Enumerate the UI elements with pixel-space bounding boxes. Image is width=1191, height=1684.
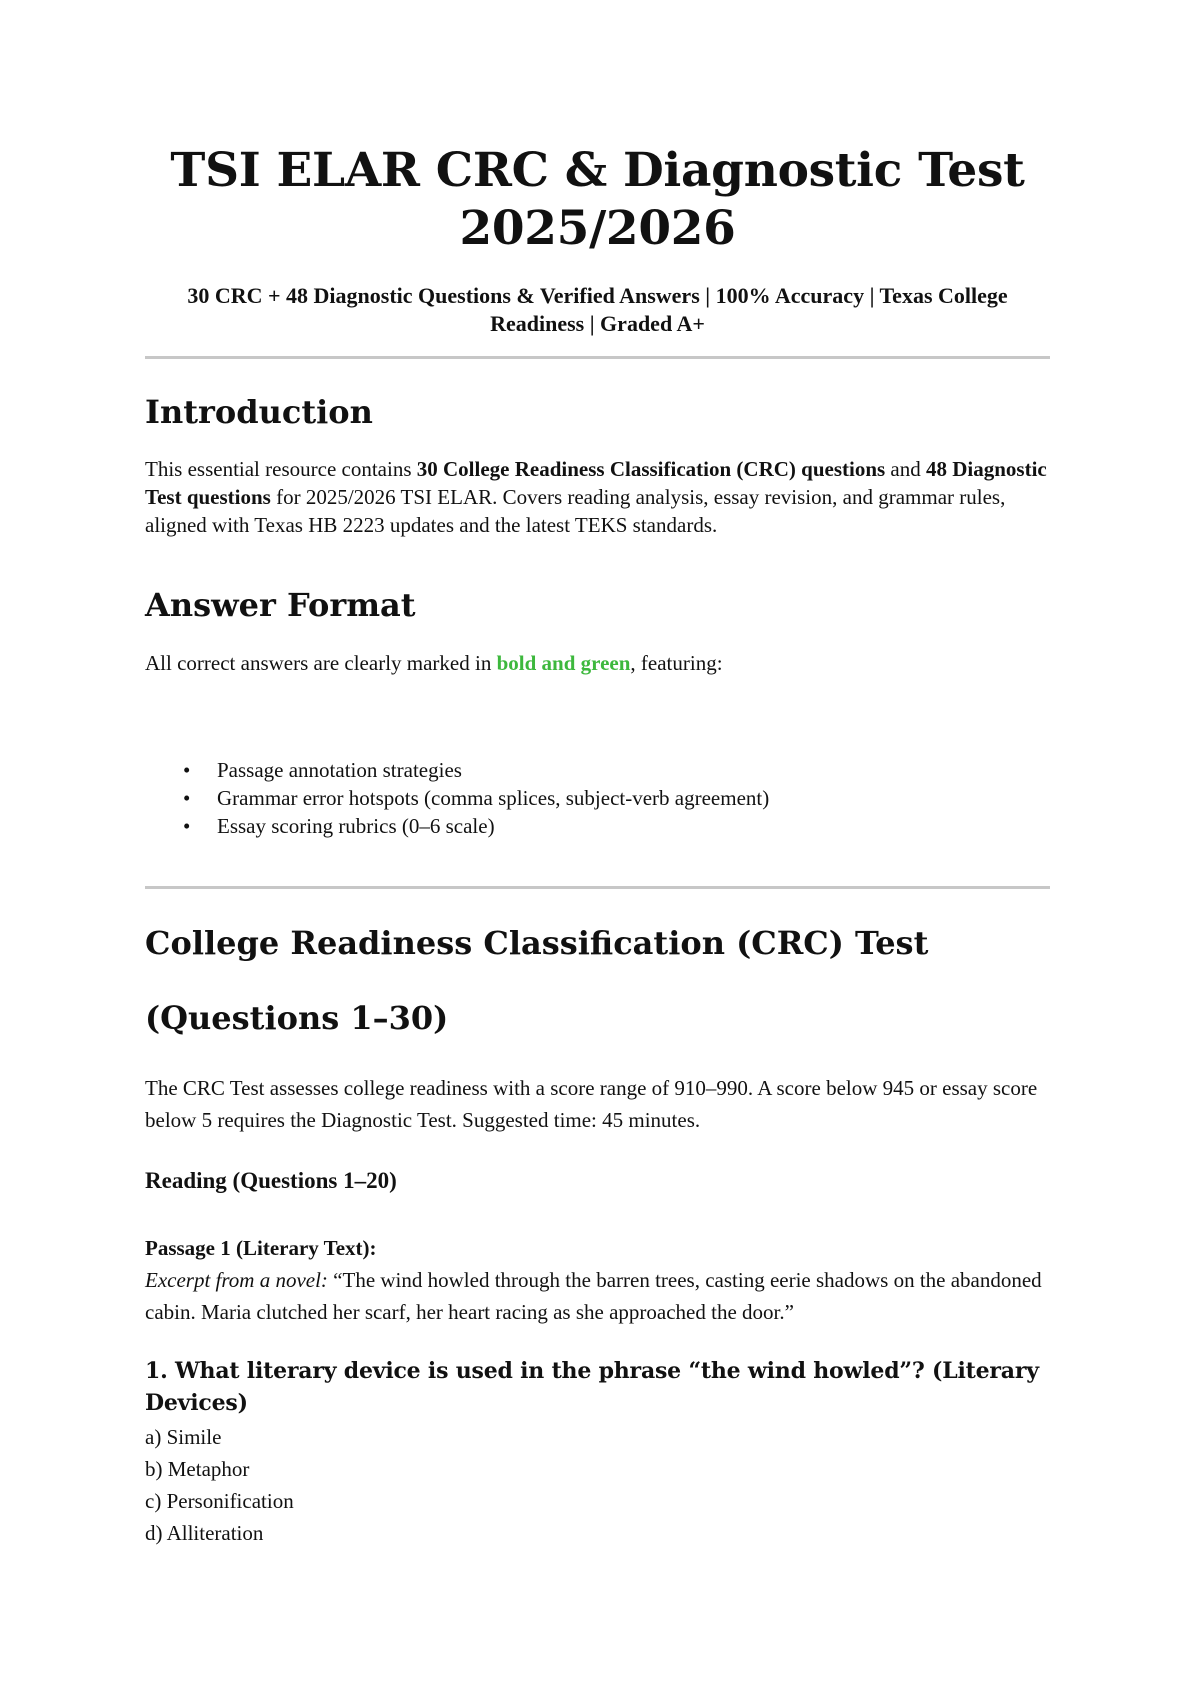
list-item: • Essay scoring rubrics (0–6 scale)	[145, 812, 769, 840]
introduction-bold-crc: 30 College Readiness Classification (CRC) questions	[416, 457, 886, 481]
answer-format-bullet-list	[145, 756, 769, 840]
answer-format-paragraph: All correct answers are clearly marked in bold and green, featuring:	[145, 651, 723, 675]
horizontal-divider	[145, 886, 1050, 889]
answer-option: b) Metaphor	[145, 1457, 250, 1481]
introduction-bold-diagnostic: 48 Diagnostic Test questions	[145, 457, 1047, 509]
reading-subheading: Reading (Questions 1–20)	[145, 1168, 397, 1193]
answer-format-heading: Answer Format	[145, 586, 416, 624]
passage-intro: Excerpt from a novel:	[145, 1268, 328, 1292]
green-highlight-text: bold and green	[496, 651, 631, 675]
question-1-prompt: 1. What literary device is used in the phrase “the wind howled”? (Literary Devices)	[145, 1358, 1039, 1416]
question-1-options	[145, 1421, 294, 1549]
introduction-heading: Introduction	[145, 393, 373, 431]
passage-quote: “The wind howled through the barren trees, casting eerie shadows on the abandoned cabin. Maria clutched her scarf, her heart racing as she approached the door.”	[145, 1268, 1042, 1324]
document-title: TSI ELAR CRC & Diagnostic Test 2025/2026	[170, 143, 1025, 256]
list-item: • Passage annotation strategies	[145, 756, 769, 784]
answer-option: a) Simile	[145, 1425, 222, 1449]
horizontal-divider	[145, 356, 1050, 359]
list-item: • Grammar error hotspots (comma splices, subject-verb agreement)	[145, 784, 769, 812]
crc-section-question-range: (Questions 1–30)	[145, 999, 449, 1037]
passage-excerpt	[145, 1264, 1050, 1328]
introduction-paragraph: This essential resource contains 30 College Readiness Classification (CRC) questions and 48 Diagnostic Test questions for 2025/2026 TSI ELAR. Covers reading analysis, essay revision, and grammar rules, aligned with Texas HB 2223 updates and the latest TEKS standards.	[145, 457, 1047, 537]
passage-label: Passage 1 (Literary Text):	[145, 1236, 377, 1260]
crc-section-heading: College Readiness Classification (CRC) Test	[145, 924, 929, 962]
answer-option: c) Personification	[145, 1489, 294, 1513]
answer-option: d) Alliteration	[145, 1521, 264, 1545]
crc-description-paragraph: The CRC Test assesses college readiness with a score range of 910–990. A score below 945 or essay score below 5 requires the Diagnostic Test. Suggested time: 45 minutes.	[145, 1076, 1038, 1132]
document-subtitle: 30 CRC + 48 Diagnostic Questions & Verified Answers | 100% Accuracy | Texas College Readiness | Graded A+	[187, 283, 1008, 336]
